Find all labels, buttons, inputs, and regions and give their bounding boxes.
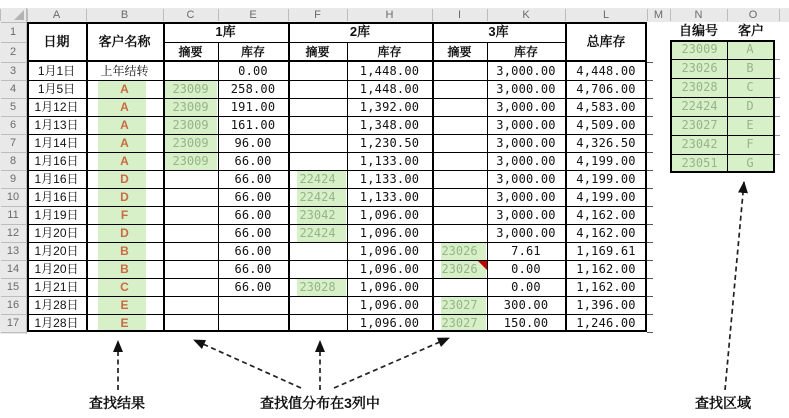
lookup-cell-code-6[interactable]: 23027: [681, 118, 718, 132]
gridline-stub: [647, 116, 653, 117]
cell-i16[interactable]: 23027: [441, 298, 478, 312]
row-header-16[interactable]: 16: [6, 299, 20, 311]
cell-i14[interactable]: 23026: [441, 262, 478, 276]
column-strip-divider: [727, 9, 728, 21]
gridline-stub: [647, 80, 653, 81]
column-strip-divider: [779, 9, 780, 21]
cell-a5[interactable]: 1月12日: [34, 100, 79, 114]
cell-e12[interactable]: 66.00: [234, 226, 272, 240]
cell-h16[interactable]: 1,096.00: [359, 298, 420, 312]
gridline: [27, 260, 647, 261]
cell-l9[interactable]: 4,199.00: [576, 172, 636, 186]
gridline-stub: [647, 134, 653, 135]
cell-h15[interactable]: 1,096.00: [359, 280, 420, 294]
column-header-O[interactable]: O: [748, 9, 758, 21]
column-strip-divider: [86, 9, 87, 21]
row-strip-divider: [1, 224, 26, 225]
table-border: [670, 40, 775, 42]
table-border: [27, 60, 647, 62]
cell-h7[interactable]: 1,230.50: [359, 136, 420, 150]
row-strip-divider: [1, 206, 26, 207]
cell-b3[interactable]: 上年结转: [100, 64, 149, 78]
gridline: [671, 97, 773, 98]
cell-l6[interactable]: 4,509.00: [576, 118, 636, 132]
column-strip-divider: [163, 9, 164, 21]
column-strip-divider: [487, 9, 488, 21]
row-header-17[interactable]: 17: [6, 317, 20, 329]
cell-b7[interactable]: A: [120, 136, 129, 150]
row-header-14[interactable]: 14: [6, 263, 20, 275]
cell-b4[interactable]: A: [120, 82, 129, 96]
gridline: [671, 59, 773, 60]
cell-b15[interactable]: C: [120, 280, 129, 294]
cell-c5[interactable]: 23009: [172, 100, 209, 114]
lookup-cell-code-5[interactable]: 22424: [681, 99, 718, 113]
cell-b12[interactable]: D: [120, 226, 129, 240]
table-border: [670, 171, 775, 173]
gridline-stub: [775, 97, 780, 98]
cell-l10[interactable]: 4,199.00: [576, 190, 636, 204]
cell-h5[interactable]: 1,392.00: [359, 100, 420, 114]
arrow-to-lookup-area: [725, 182, 744, 390]
cell-b5[interactable]: A: [120, 100, 129, 114]
cell-e14[interactable]: 66.00: [234, 262, 272, 276]
cell-h11[interactable]: 1,096.00: [359, 208, 420, 222]
cell-l5[interactable]: 4,583.00: [576, 100, 636, 114]
subheader-stock-3[interactable]: 库存: [513, 45, 538, 59]
row-strip-divider: [1, 296, 26, 297]
cell-l12[interactable]: 4,162.00: [576, 226, 636, 240]
cell-e15[interactable]: 66.00: [234, 280, 272, 294]
cell-k4[interactable]: 3,000.00: [496, 82, 556, 96]
cell-l7[interactable]: 4,326.50: [576, 136, 636, 150]
cell-e8[interactable]: 66.00: [234, 154, 272, 168]
column-header-L[interactable]: L: [602, 9, 610, 21]
gridline: [27, 116, 647, 117]
cell-k7[interactable]: 3,000.00: [496, 136, 556, 150]
cell-l16[interactable]: 1,396.00: [576, 298, 636, 312]
row-header-8[interactable]: 8: [9, 155, 17, 167]
cell-a12[interactable]: 1月20日: [34, 226, 79, 240]
lookup-cell-code-8[interactable]: 23051: [681, 156, 718, 170]
lookup-cell-customer-6[interactable]: E: [746, 118, 754, 132]
cell-b11[interactable]: F: [120, 208, 129, 222]
cell-a15[interactable]: 1月21日: [34, 280, 79, 294]
column-header-B[interactable]: B: [120, 9, 129, 21]
cell-k14[interactable]: 0.00: [511, 262, 541, 276]
cell-a4[interactable]: 1月5日: [37, 82, 76, 96]
cell-k3[interactable]: 3,000.00: [496, 64, 556, 78]
gridline: [27, 224, 647, 225]
cell-b14[interactable]: B: [120, 262, 129, 276]
gridline: [218, 42, 219, 332]
cell-e5[interactable]: 191.00: [230, 100, 276, 114]
gridline-stub: [647, 188, 653, 189]
gridline-stub: [647, 206, 653, 207]
table-border: [86, 22, 88, 332]
row-header-2[interactable]: 2: [9, 46, 17, 58]
cell-f15[interactable]: 23028: [299, 280, 336, 294]
row-strip-divider: [1, 80, 26, 81]
gridline: [27, 152, 647, 153]
row-header-9[interactable]: 9: [9, 173, 17, 185]
cell-h14[interactable]: 1,096.00: [359, 262, 420, 276]
gridline: [671, 135, 773, 136]
cell-c8[interactable]: 23009: [172, 154, 209, 168]
lookup-cell-customer-7[interactable]: F: [746, 137, 754, 151]
column-header-C[interactable]: C: [186, 9, 195, 21]
cell-e6[interactable]: 161.00: [230, 118, 276, 132]
gridline-stub: [647, 224, 653, 225]
cell-h12[interactable]: 1,096.00: [359, 226, 420, 240]
lookup-cell-customer-5[interactable]: D: [746, 99, 754, 113]
table-border: [565, 22, 567, 332]
cell-a13[interactable]: 1月20日: [34, 244, 79, 258]
row-strip-divider: [1, 98, 26, 99]
row-strip-divider: [1, 242, 26, 243]
header-warehouse-2[interactable]: 2库: [349, 24, 371, 39]
cell-a17[interactable]: 1月28日: [34, 316, 79, 330]
table-border: [645, 22, 647, 332]
row-header-11[interactable]: 11: [7, 209, 19, 221]
cell-f9[interactable]: 22424: [299, 172, 336, 186]
gridline: [163, 42, 565, 43]
gridline-stub: [775, 59, 780, 60]
cell-e4[interactable]: 258.00: [230, 82, 276, 96]
lookup-cell-code-3[interactable]: 23026: [681, 61, 718, 75]
column-header-F[interactable]: F: [314, 9, 321, 21]
gridline: [27, 206, 647, 207]
gridline-stub: [647, 314, 653, 315]
gridline: [671, 154, 773, 155]
cell-b10[interactable]: D: [120, 190, 129, 204]
row-header-4[interactable]: 4: [9, 83, 17, 95]
cell-i13[interactable]: 23026: [441, 244, 478, 258]
row-header-5[interactable]: 5: [9, 101, 17, 113]
cell-h17[interactable]: 1,096.00: [359, 316, 420, 330]
table-border: [163, 22, 165, 332]
gridline: [27, 242, 647, 243]
row-strip-divider: [1, 116, 26, 117]
gridline-stub: [647, 98, 653, 99]
gridline: [27, 98, 647, 99]
column-strip-divider: [565, 9, 566, 21]
gridline: [487, 42, 488, 332]
lookup-cell-customer-8[interactable]: G: [746, 156, 754, 170]
cell-k17[interactable]: 150.00: [503, 316, 549, 330]
cell-k16[interactable]: 300.00: [503, 298, 549, 312]
gridline-stub: [647, 296, 653, 297]
cell-h4[interactable]: 1,448.00: [359, 82, 420, 96]
cell-a10[interactable]: 1月16日: [34, 190, 79, 204]
cell-h10[interactable]: 1,133.00: [359, 190, 420, 204]
gridline-stub: [647, 332, 653, 333]
cell-l13[interactable]: 1,169.61: [576, 244, 636, 258]
arrow-to-summary-col-1: [194, 340, 301, 388]
cell-f10[interactable]: 22424: [299, 190, 336, 204]
column-header-E[interactable]: E: [249, 9, 257, 21]
row-strip-divider: [1, 42, 26, 43]
subheader-stock-2[interactable]: 库存: [377, 45, 402, 59]
gridline-stub: [775, 135, 780, 136]
cell-c7[interactable]: 23009: [172, 136, 209, 150]
row-strip-divider: [1, 278, 26, 279]
cell-k13[interactable]: 7.61: [511, 244, 541, 258]
gridline: [27, 278, 647, 279]
cell-l8[interactable]: 4,199.00: [576, 154, 636, 168]
gridline-stub: [647, 278, 653, 279]
cell-e10[interactable]: 66.00: [234, 190, 272, 204]
cell-c4[interactable]: 23009: [172, 82, 209, 96]
column-header-H[interactable]: H: [385, 9, 394, 21]
row-header-10[interactable]: 10: [6, 191, 20, 203]
subheader-stock-1[interactable]: 库存: [240, 45, 265, 59]
cell-e16[interactable]: [218, 296, 288, 314]
lookup-cell-code-4[interactable]: 23028: [681, 80, 718, 94]
select-all-corner-icon[interactable]: [14, 10, 24, 20]
cell-a16[interactable]: 1月28日: [34, 298, 79, 312]
cell-k15[interactable]: 0.00: [511, 280, 541, 294]
gridline-stub: [647, 152, 653, 153]
cell-b13[interactable]: B: [120, 244, 129, 258]
gridline-stub: [647, 260, 653, 261]
row-strip-divider: [1, 260, 26, 261]
cell-e11[interactable]: 66.00: [234, 208, 272, 222]
cell-k9[interactable]: 3,000.00: [496, 172, 556, 186]
gridline-stub: [647, 242, 653, 243]
annotation-result-label: 查找结果: [89, 395, 145, 411]
comment-indicator-icon: [478, 261, 487, 270]
cell-b6[interactable]: A: [120, 118, 129, 132]
row-header-7[interactable]: 7: [9, 137, 17, 149]
header-total-stock[interactable]: 总库存: [586, 34, 626, 49]
gridline-stub: [775, 154, 780, 155]
gridline-stub: [775, 78, 780, 79]
cell-e3[interactable]: 0.00: [238, 64, 268, 78]
gridline: [27, 80, 647, 81]
column-strip-divider: [647, 9, 648, 21]
cell-f11[interactable]: 23042: [299, 208, 336, 222]
gridline: [27, 134, 647, 135]
cell-l17[interactable]: 1,246.00: [576, 316, 636, 330]
row-strip-divider: [1, 188, 26, 189]
header-customer-name[interactable]: 客户名称: [98, 34, 151, 49]
gridline: [27, 170, 647, 171]
gridline-stub: [647, 170, 653, 171]
lookup-cell-code-7[interactable]: 23042: [681, 137, 718, 151]
gridline: [27, 296, 647, 297]
row-strip-divider: [1, 152, 26, 153]
gridline: [347, 42, 348, 332]
lookup-header-customer[interactable]: 客户: [737, 23, 764, 38]
gridline: [27, 188, 647, 189]
row-header-15[interactable]: 15: [6, 281, 20, 293]
gridline: [671, 78, 773, 79]
cell-b17[interactable]: E: [120, 316, 129, 330]
row-strip-divider: [1, 62, 26, 63]
gridline: [27, 314, 647, 315]
table-border: [432, 22, 434, 332]
row-strip-divider: [1, 332, 26, 333]
subheader-summary-2[interactable]: 摘要: [305, 45, 330, 59]
row-header-6[interactable]: 6: [9, 119, 17, 131]
column-header-N[interactable]: N: [694, 9, 703, 21]
cell-b9[interactable]: D: [120, 172, 129, 186]
column-strip-divider: [347, 9, 348, 21]
lookup-header-code[interactable]: 自编号: [678, 23, 718, 38]
cell-a11[interactable]: 1月19日: [34, 208, 79, 222]
gridline-stub: [647, 62, 653, 63]
subheader-summary-3[interactable]: 摘要: [447, 45, 472, 59]
cell-k5[interactable]: 3,000.00: [496, 100, 556, 114]
column-strip-divider: [432, 9, 433, 21]
cell-l14[interactable]: 1,162.00: [576, 262, 636, 276]
cell-a8[interactable]: 1月16日: [34, 154, 79, 168]
column-strip-divider: [27, 9, 28, 21]
gridline: [671, 116, 773, 117]
table-border: [288, 22, 290, 332]
cell-a3[interactable]: 1月1日: [37, 64, 76, 78]
cell-l15[interactable]: 1,162.00: [576, 280, 636, 294]
cell-h9[interactable]: 1,133.00: [359, 172, 420, 186]
lookup-cell-code-2[interactable]: 23009: [681, 42, 718, 56]
header-warehouse-3[interactable]: 3库: [488, 24, 509, 39]
subheader-summary-1[interactable]: 摘要: [178, 45, 203, 59]
header-warehouse-1[interactable]: 1库: [215, 24, 236, 39]
column-header-A[interactable]: A: [52, 9, 61, 21]
cell-h13[interactable]: 1,096.00: [359, 244, 420, 258]
row-header-1[interactable]: 1: [9, 26, 17, 38]
row-header-3[interactable]: 3: [9, 65, 17, 77]
cell-b16[interactable]: E: [120, 298, 129, 312]
arrow-to-summary-col-3: [334, 338, 449, 388]
table-border: [27, 22, 647, 24]
cell-k6[interactable]: 3,000.00: [496, 118, 556, 132]
table-border: [27, 330, 647, 332]
cell-a7[interactable]: 1月14日: [34, 136, 79, 150]
column-strip-divider: [670, 9, 671, 21]
cell-k12[interactable]: 3,000.00: [496, 226, 556, 240]
cell-h3[interactable]: 1,448.00: [359, 64, 420, 78]
row-strip-divider: [1, 134, 26, 135]
cell-f12[interactable]: 22424: [299, 226, 336, 240]
lookup-cell-customer-4[interactable]: C: [746, 80, 754, 94]
cell-k11[interactable]: 3,000.00: [496, 208, 556, 222]
row-header-12[interactable]: 12: [6, 227, 20, 239]
cell-b8[interactable]: A: [120, 154, 129, 168]
cell-a14[interactable]: 1月20日: [34, 262, 79, 276]
row-strip-divider: [1, 22, 26, 23]
lookup-cell-customer-2[interactable]: A: [746, 42, 754, 56]
gridline-stub: [775, 116, 780, 117]
cell-h8[interactable]: 1,133.00: [359, 154, 420, 168]
row-strip-divider: [1, 170, 26, 171]
lookup-cell-customer-3[interactable]: B: [746, 61, 754, 75]
column-header-M[interactable]: M: [653, 9, 664, 21]
cell-k8[interactable]: 3,000.00: [496, 154, 556, 168]
cell-l3[interactable]: 4,448.00: [576, 64, 636, 78]
cell-e13[interactable]: 66.00: [234, 244, 272, 258]
cell-h6[interactable]: 1,348.00: [359, 118, 420, 132]
cell-i17[interactable]: 23027: [441, 316, 478, 330]
table-border: [27, 22, 29, 332]
cell-a6[interactable]: 1月13日: [34, 118, 79, 132]
row-strip-divider: [1, 314, 26, 315]
cell-e9[interactable]: 66.00: [234, 172, 272, 186]
cell-e7[interactable]: 96.00: [234, 136, 272, 150]
cell-l11[interactable]: 4,162.00: [576, 208, 636, 222]
annotation-area-label: 查找区域: [695, 395, 751, 411]
column-strip-divider: [0, 9, 1, 21]
header-date[interactable]: 日期: [43, 34, 70, 49]
row-header-13[interactable]: 13: [6, 245, 20, 257]
cell-a9[interactable]: 1月16日: [34, 172, 79, 186]
column-strip-divider: [218, 9, 219, 21]
cell-k10[interactable]: 3,000.00: [496, 190, 556, 204]
annotation-columns-label: 查找值分布在3列中: [260, 395, 380, 411]
column-header-K[interactable]: K: [522, 9, 530, 21]
cell-c6[interactable]: 23009: [172, 118, 209, 132]
column-header-I[interactable]: I: [457, 9, 462, 21]
column-strip-divider: [288, 9, 289, 21]
cell-l4[interactable]: 4,706.00: [576, 82, 636, 96]
